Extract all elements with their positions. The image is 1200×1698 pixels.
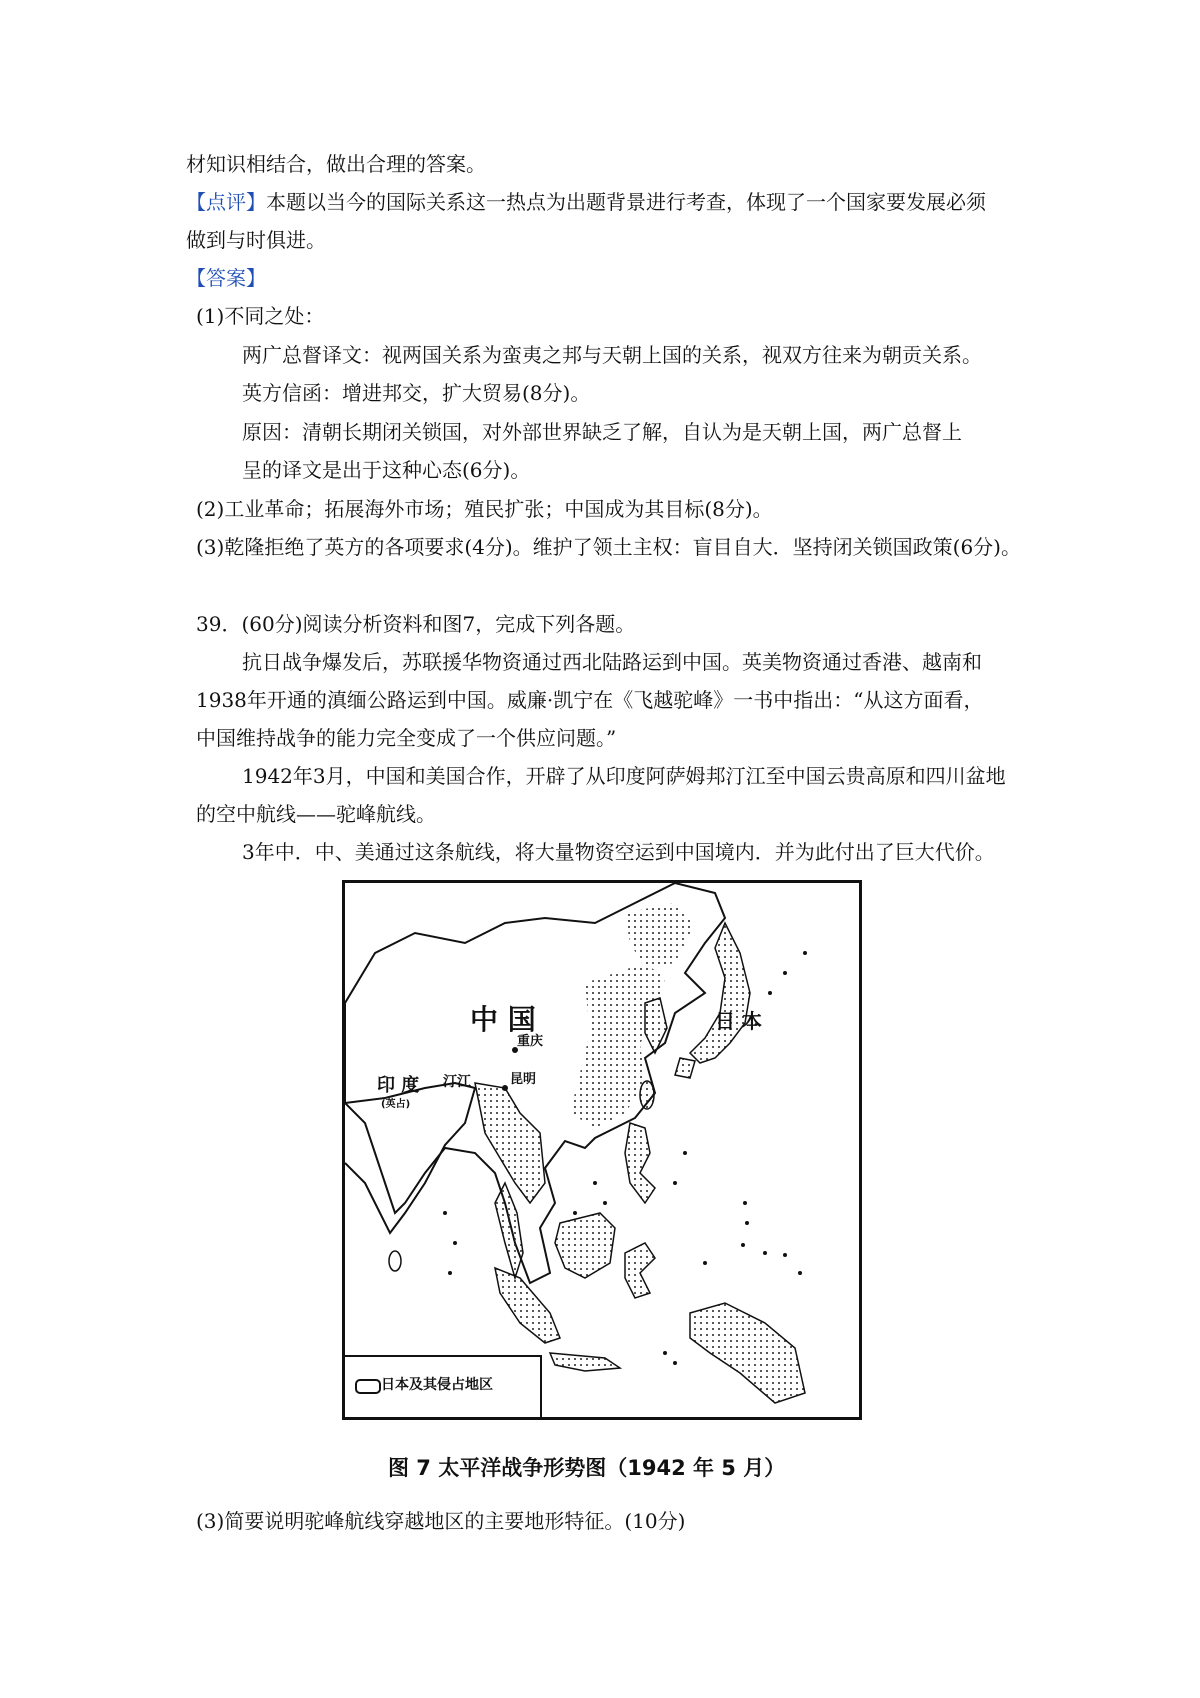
map-label-chongqing: 重庆 bbox=[517, 1034, 544, 1049]
intro-line: 材知识相结合，做出合理的答案。 bbox=[186, 152, 486, 176]
question-39-p1-line-2: 1938年开通的滇缅公路运到中国。威廉·凯宁在《飞越驼峰》一书中指出：“从这方面看， bbox=[196, 688, 984, 712]
map-drawing bbox=[345, 883, 862, 1420]
answer-1-line-1: 两广总督译文：视两国关系为蛮夷之邦与天朝上国的关系，视双方往来为朝贡关系。 bbox=[242, 343, 982, 367]
philippines bbox=[625, 1123, 655, 1203]
malay-peninsula bbox=[495, 1183, 523, 1278]
sulawesi bbox=[625, 1243, 655, 1298]
map-label-japan: 日 本 bbox=[715, 1009, 762, 1033]
occupied-manchuria bbox=[625, 903, 695, 968]
answer-1-line-3: 原因：清朝长期闭关锁国，对外部世界缺乏了解，自认为是天朝上国，两广总督上 bbox=[242, 420, 962, 444]
pacific-war-map bbox=[342, 880, 862, 1420]
legend-swatch bbox=[355, 1379, 381, 1394]
question-39-p2-line-2: 的空中航线——驼峰航线。 bbox=[196, 802, 436, 826]
map-label-tingjiang: 汀江 bbox=[443, 1074, 471, 1090]
question-39-p2-line-1: 1942年3月，中国和美国合作，开辟了从印度阿萨姆邦汀江至中国云贵高原和四川盆地 bbox=[242, 764, 1006, 788]
answer-1-title: (1)不同之处： bbox=[196, 304, 325, 328]
answer-1-line-4: 呈的译文是出于这种心态(6分)。 bbox=[242, 458, 531, 482]
map-label-india-sub: (英占) bbox=[381, 1099, 411, 1110]
new-guinea bbox=[690, 1303, 805, 1403]
question-39-p3: 3年中．中、美通过这条航线，将大量物资空运到中国境内．并为此付出了巨大代价。 bbox=[242, 840, 995, 864]
borneo bbox=[555, 1213, 615, 1278]
map-legend bbox=[345, 1355, 542, 1417]
japan-islands bbox=[690, 923, 750, 1063]
legend-text: 日本及其侵占地区 bbox=[381, 1377, 493, 1393]
question-39-title: 39．(60分)阅读分析资料和图7，完成下列各题。 bbox=[196, 612, 636, 636]
answer-2: (2)工业革命；拓展海外市场；殖民扩张；中国成为其目标(8分)。 bbox=[196, 497, 773, 521]
sumatra bbox=[495, 1268, 560, 1343]
map-caption: 图 7 太平洋战争形势图（1942 年 5 月） bbox=[388, 1456, 786, 1480]
comment-line-1 bbox=[186, 190, 986, 214]
question-39-p1-line-1: 抗日战争爆发后，苏联援华物资通过西北陆路运到中国。英美物资通过香港、越南和 bbox=[242, 650, 982, 674]
question-39-sub-3: (3)简要说明驼峰航线穿越地区的主要地形特征。(10分) bbox=[196, 1509, 686, 1533]
java bbox=[550, 1353, 620, 1371]
answer-3: (3)乾隆拒绝了英方的各项要求(4分)。维护了领土主权：盲目自大．坚持闭关锁国政策(6分)。 bbox=[196, 535, 1021, 559]
map-label-china: 中 国 bbox=[470, 1003, 536, 1036]
kunming-marker bbox=[502, 1085, 508, 1091]
japan-south-islands bbox=[675, 1058, 695, 1078]
indochina bbox=[475, 1083, 545, 1203]
question-39-p1-line-3: 中国维持战争的能力完全变成了一个供应问题。” bbox=[196, 726, 617, 750]
comment-line-2: 做到与时俱进。 bbox=[186, 228, 326, 252]
comment-tag: 【点评】 bbox=[186, 190, 266, 214]
comment-text-1: 本题以当今的国际关系这一热点为出题背景进行考查，体现了一个国家要发展必须 bbox=[266, 190, 986, 214]
sri-lanka bbox=[389, 1251, 401, 1271]
answer-tag: 【答案】 bbox=[186, 266, 266, 290]
map-label-india: 印 度 bbox=[377, 1075, 420, 1096]
taiwan bbox=[640, 1081, 654, 1109]
answer-1-line-2: 英方信函：增进邦交，扩大贸易(8分)。 bbox=[242, 381, 591, 405]
map-label-kunming: 昆明 bbox=[510, 1072, 537, 1087]
